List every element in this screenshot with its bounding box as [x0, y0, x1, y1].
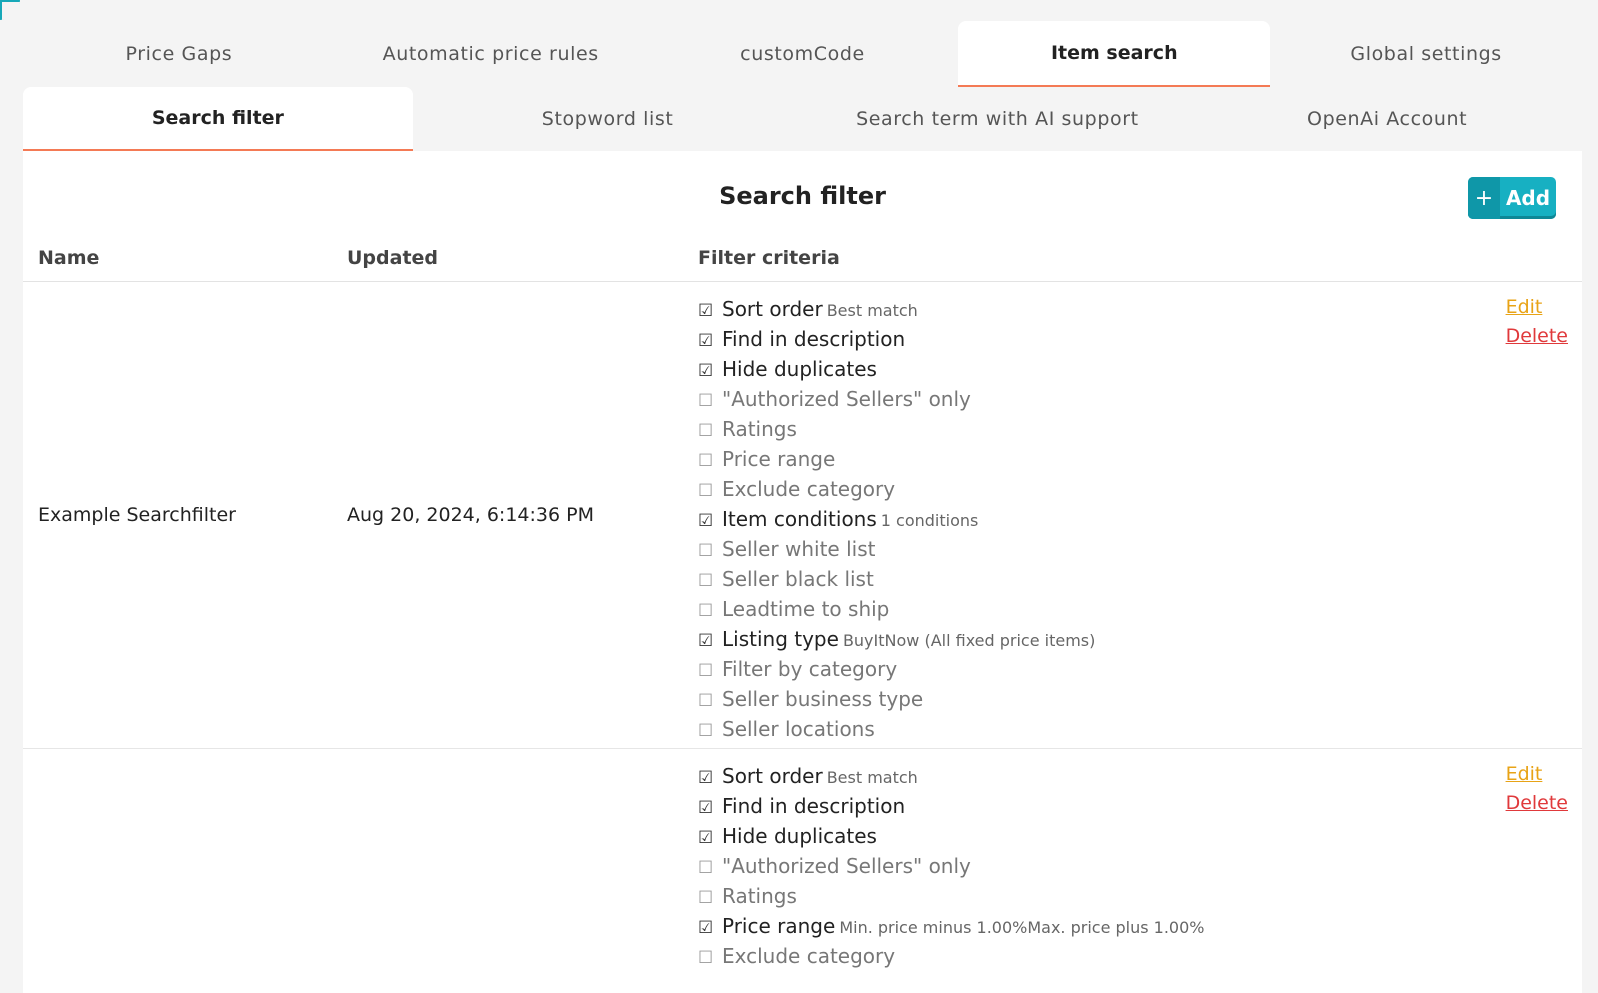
- checkbox-checked-icon: ☑: [698, 331, 714, 351]
- criteria-item: [698, 941, 1205, 971]
- delete-link[interactable]: Delete: [1505, 325, 1568, 347]
- criteria-item: [698, 791, 1205, 821]
- tab-item-search[interactable]: Item search: [958, 21, 1270, 87]
- column-header-filter-criteria: Filter criteria: [698, 247, 840, 269]
- criteria-label: Seller business type: [722, 687, 924, 711]
- criteria-label: Seller white list: [722, 537, 876, 561]
- criteria-item: [698, 294, 1095, 324]
- tab-global-settings[interactable]: Global settings: [1350, 43, 1502, 65]
- table-row: [23, 282, 1582, 749]
- add-button[interactable]: [1468, 177, 1556, 219]
- checkbox-unchecked-icon: ☐: [698, 451, 714, 471]
- filter-name: Example Searchfilter: [38, 504, 236, 526]
- panel-title: Search filter: [719, 182, 886, 210]
- tab-automatic-price-rules[interactable]: Automatic price rules: [382, 43, 599, 65]
- plus-icon: +: [1468, 177, 1500, 219]
- checkbox-checked-icon: ☑: [698, 631, 714, 651]
- criteria-item: [698, 654, 1095, 684]
- criteria-item: [698, 324, 1095, 354]
- checkbox-unchecked-icon: ☐: [698, 691, 714, 711]
- tab-price-gaps[interactable]: Price Gaps: [125, 43, 233, 65]
- checkbox-unchecked-icon: ☐: [698, 601, 714, 621]
- criteria-label: Sort order: [722, 764, 823, 788]
- column-header-updated: Updated: [347, 247, 439, 269]
- checkbox-unchecked-icon: ☐: [698, 888, 714, 908]
- criteria-detail: Best match: [826, 768, 918, 787]
- criteria-detail: Best match: [826, 301, 918, 320]
- criteria-label: Seller black list: [722, 567, 874, 591]
- criteria-detail: 1 conditions: [880, 511, 979, 530]
- criteria-label: Listing type: [722, 627, 839, 651]
- criteria-detail: Min. price minus 1.00%Max. price plus 1.00%: [839, 918, 1205, 937]
- checkbox-unchecked-icon: ☐: [698, 571, 714, 591]
- criteria-item: [698, 684, 1095, 714]
- search-filter-panel: [23, 151, 1582, 993]
- tab-custom-code[interactable]: customCode: [740, 43, 865, 65]
- checkbox-unchecked-icon: ☐: [698, 391, 714, 411]
- criteria-label: Exclude category: [722, 944, 896, 968]
- checkbox-checked-icon: ☑: [698, 798, 714, 818]
- criteria-item: [698, 761, 1205, 791]
- criteria-label: Leadtime to ship: [722, 597, 890, 621]
- checkbox-unchecked-icon: ☐: [698, 661, 714, 681]
- criteria-label: "Authorized Sellers" only: [722, 854, 971, 878]
- criteria-item: [698, 354, 1095, 384]
- criteria-item: [698, 881, 1205, 911]
- criteria-label: Item conditions: [722, 507, 877, 531]
- criteria-detail: BuyItNow (All fixed price items): [842, 631, 1096, 650]
- criteria-label: Hide duplicates: [722, 824, 877, 848]
- checkbox-unchecked-icon: ☐: [698, 421, 714, 441]
- criteria-item: [698, 714, 1095, 744]
- criteria-label: Sort order: [722, 297, 823, 321]
- checkbox-unchecked-icon: ☐: [698, 481, 714, 501]
- add-button-label: Add: [1505, 186, 1551, 210]
- criteria-label: Price range: [722, 914, 836, 938]
- criteria-item: [698, 911, 1205, 941]
- criteria-item: [698, 444, 1095, 474]
- table-row: [23, 749, 1582, 993]
- checkbox-checked-icon: ☑: [698, 511, 714, 531]
- criteria-label: Seller locations: [722, 717, 875, 741]
- filter-criteria-list: [698, 294, 1095, 744]
- criteria-label: "Authorized Sellers" only: [722, 387, 971, 411]
- criteria-label: Exclude category: [722, 477, 896, 501]
- criteria-label: Find in description: [722, 794, 906, 818]
- checkbox-checked-icon: ☑: [698, 301, 714, 321]
- row-actions: [1506, 293, 1568, 351]
- tab-search-filter[interactable]: [23, 87, 413, 151]
- checkbox-unchecked-icon: ☐: [698, 721, 714, 741]
- sub-tabs: [23, 87, 1582, 151]
- row-actions: [1506, 760, 1568, 818]
- edit-link[interactable]: Edit: [1505, 763, 1543, 785]
- checkbox-unchecked-icon: ☐: [698, 541, 714, 561]
- criteria-item: [698, 414, 1095, 444]
- criteria-item: [698, 851, 1205, 881]
- checkbox-unchecked-icon: ☐: [698, 858, 714, 878]
- filter-updated: Aug 20, 2024, 6:14:36 PM: [347, 504, 594, 526]
- tab-search-filter-label: Search filter: [151, 107, 284, 129]
- column-header-name: Name: [38, 247, 100, 269]
- criteria-item: [698, 534, 1095, 564]
- tab-stopword-list[interactable]: Stopword list: [541, 108, 674, 130]
- corner-decoration: [0, 0, 20, 20]
- checkbox-checked-icon: ☑: [698, 361, 714, 381]
- table-header: [23, 239, 1582, 282]
- criteria-item: [698, 474, 1095, 504]
- criteria-item: [698, 564, 1095, 594]
- main-tabs: [23, 21, 1582, 87]
- checkbox-unchecked-icon: ☐: [698, 948, 714, 968]
- delete-link[interactable]: Delete: [1505, 792, 1568, 814]
- criteria-label: Ratings: [722, 884, 797, 908]
- tab-search-term-ai[interactable]: Search term with AI support: [856, 108, 1139, 130]
- edit-link[interactable]: Edit: [1505, 296, 1543, 318]
- criteria-item: [698, 624, 1095, 654]
- checkbox-checked-icon: ☑: [698, 918, 714, 938]
- criteria-label: Find in description: [722, 327, 906, 351]
- checkbox-checked-icon: ☑: [698, 828, 714, 848]
- criteria-item: [698, 384, 1095, 414]
- tab-openai-account[interactable]: OpenAi Account: [1307, 108, 1468, 130]
- criteria-label: Filter by category: [722, 657, 898, 681]
- criteria-item: [698, 821, 1205, 851]
- checkbox-checked-icon: ☑: [698, 768, 714, 788]
- criteria-label: Price range: [722, 447, 836, 471]
- criteria-label: Ratings: [722, 417, 797, 441]
- criteria-label: Hide duplicates: [722, 357, 877, 381]
- criteria-item: [698, 504, 1095, 534]
- filter-criteria-list: [698, 761, 1205, 971]
- criteria-item: [698, 594, 1095, 624]
